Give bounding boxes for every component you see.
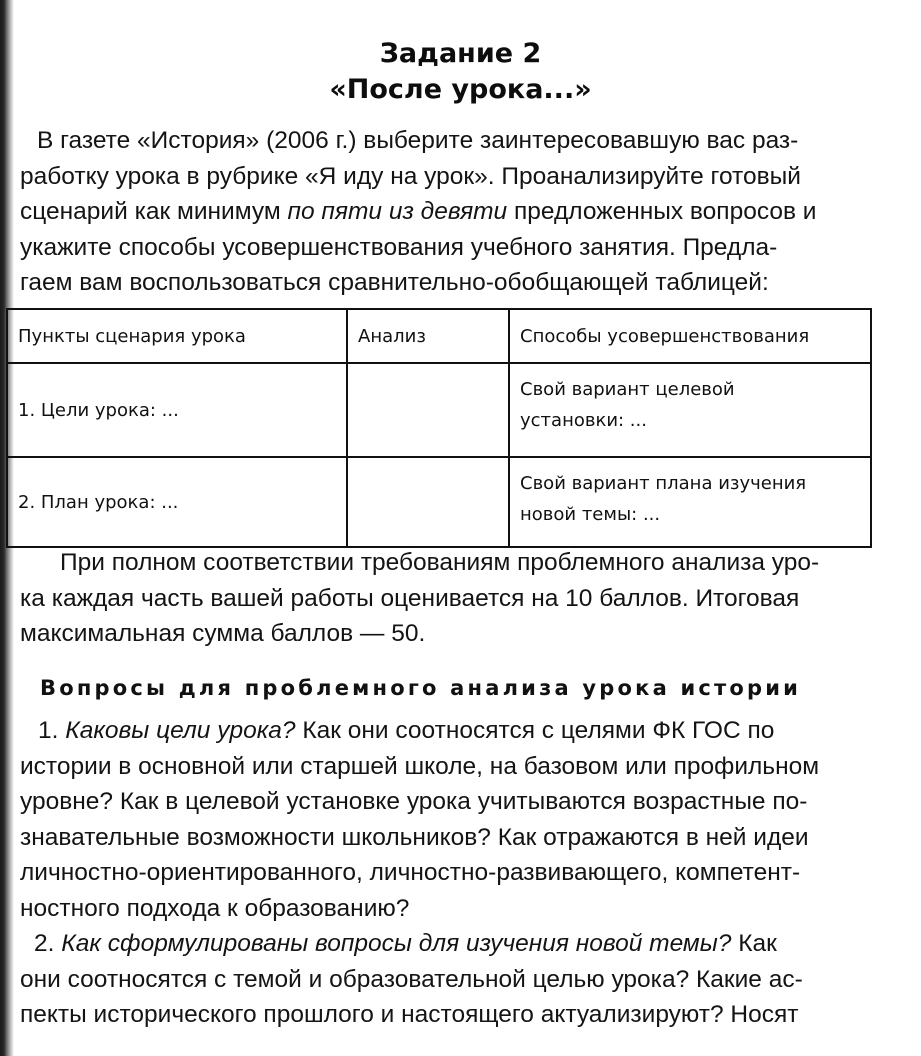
question-1-line: истории в основной или старшей школе, на базовом или профильном <box>20 752 820 780</box>
question-line-part: Как они соотносятся с целями ФК ГОС по <box>295 717 775 744</box>
questions-heading: Вопросы для проблемного анализа урока истории <box>40 676 802 700</box>
scoring-line: максимальная сумма баллов — 50. <box>20 620 426 647</box>
improvement-text: установки: ... <box>520 410 647 431</box>
comparison-table <box>6 308 872 548</box>
question-2-title: Как сформулированы вопросы для изучения новой темы? <box>61 930 732 957</box>
task-title <box>0 36 921 108</box>
table-cell-point: 2. План урока: ... <box>7 457 347 547</box>
table-row <box>7 457 871 547</box>
question-1-line <box>20 713 880 749</box>
intro-paragraph <box>20 123 880 301</box>
question-1-line: уровне? Как в целевой установке урока учитываются возрастные по- <box>20 788 808 815</box>
table-header-cell: Анализ <box>347 309 509 363</box>
intro-line <box>20 194 880 230</box>
question-1-line: знавательные возможности школьников? Как отражаются в ней идеи <box>20 823 809 851</box>
question-1-line: ностного подхода к образованию? <box>20 894 410 922</box>
improvement-text: новой темы: ... <box>520 504 661 525</box>
scoring-paragraph <box>20 545 880 652</box>
scoring-line: ка каждая часть вашей работы оценивается на 10 баллов. Итоговая <box>20 584 800 612</box>
question-2-line: они соотносятся с темой и образовательной целью урока? Какие ас- <box>20 965 803 993</box>
question-line-part: Как <box>731 930 777 957</box>
table-row <box>7 363 871 457</box>
intro-line: укажите способы усовершенствования учебного занятия. Предла- <box>20 233 778 261</box>
intro-line: работку урока в рубрике «Я иду на урок». Проанализируйте готовый <box>20 162 801 190</box>
intro-emphasis: по пяти из девяти <box>287 198 508 225</box>
table-header-row <box>7 309 871 363</box>
task-title-number: Задание 2 <box>379 38 542 69</box>
question-2-line: пекты исторического прошлого и настоящего актуализируют? Носят <box>20 1001 799 1028</box>
improvement-text: Свой вариант целевой <box>520 379 735 400</box>
intro-line-part: сценарий как минимум <box>20 198 288 225</box>
improvement-text: Свой вариант плана изучения <box>520 473 807 494</box>
intro-line: гаем вам воспользоваться сравнительно-обобщающей таблицей: <box>20 269 769 296</box>
scoring-line: При полном соответствии требованиям проблемного анализа уро- <box>60 549 820 576</box>
question-1-title: Каковы цели урока? <box>65 717 296 744</box>
table-cell-point: 1. Цели урока: ... <box>7 363 347 457</box>
table-cell-improvement <box>509 363 871 457</box>
table-cell-analysis <box>347 363 509 457</box>
table-header-cell: Пункты сценария урока <box>7 309 347 363</box>
question-number: 2. <box>34 930 62 957</box>
table-cell-improvement <box>509 457 871 547</box>
questions-list <box>20 713 880 1033</box>
question-1-line: личностно-ориентированного, личностно-развивающего, компетент- <box>20 859 801 886</box>
question-number: 1. <box>38 717 66 744</box>
table-cell-analysis <box>347 457 509 547</box>
intro-line-part: предложенных вопросов и <box>507 198 817 225</box>
task-title-name: «После урока...» <box>329 74 592 105</box>
table-header-cell: Способы усовершенствования <box>509 309 871 363</box>
intro-line: В газете «История» (2006 г.) выберите заинтересовавшую вас раз- <box>37 127 799 154</box>
question-2-line <box>20 926 880 962</box>
